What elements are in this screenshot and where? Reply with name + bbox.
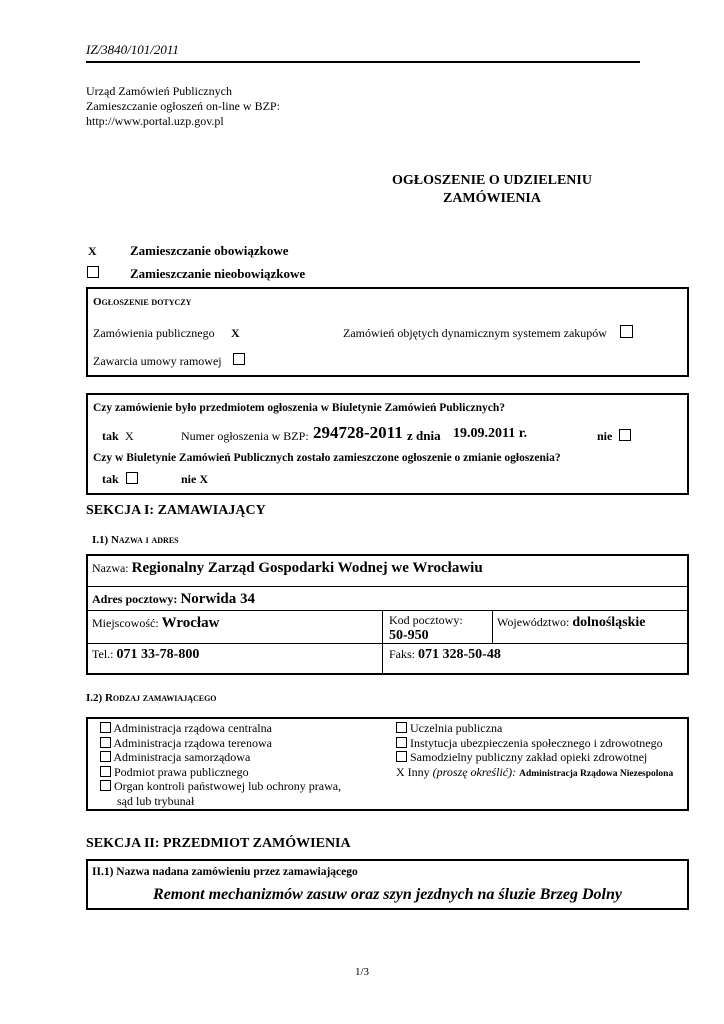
header-rule: [86, 61, 640, 63]
tel-value: 071 33-78-800: [116, 647, 200, 662]
type-left-4: Podmiot prawa publicznego: [100, 765, 341, 780]
name-value: Regionalny Zarząd Gospodarki Wodnej we Wrocławiu: [131, 560, 483, 576]
voivodeship-value: dolnośląskie: [572, 615, 646, 630]
address-row: [92, 591, 255, 608]
type-right-1-checkbox[interactable]: [396, 722, 407, 733]
framework-label: Zawarcia umowy ramowej: [93, 354, 222, 368]
fax-cell: [389, 647, 501, 663]
org-line-1: Urząd Zamówień Publicznych: [86, 84, 232, 98]
bzp-yes-label: tak: [102, 429, 119, 443]
postal-value: 50-950: [389, 628, 429, 643]
type-right-2: Instytucja ubezpieczenia społecznego i zdrowotnego: [396, 736, 673, 751]
authority-types-left: [100, 721, 341, 808]
optional-checkbox[interactable]: [87, 266, 99, 278]
type-left-1: Administracja rządowa centralna: [100, 721, 341, 736]
voivodeship-cell: [497, 615, 646, 631]
fax-value: 071 328-50-48: [418, 647, 501, 662]
city-cell: [92, 615, 219, 632]
public-contract-mark: X: [231, 326, 240, 340]
mandatory-label: Zamieszczanie obowiązkowe: [130, 243, 289, 258]
contract-name: Remont mechanizmów zasuw oraz szyn jezdnych na śluzie Brzeg Dolny: [153, 886, 622, 903]
type-right-1: Uczelnia publiczna: [396, 721, 673, 736]
section-1-title: SEKCJA I: ZAMAWIAJĄCY: [86, 503, 266, 518]
type-other: [396, 765, 673, 782]
type-left-5-checkbox[interactable]: [100, 780, 111, 791]
page-title: [360, 172, 624, 208]
section-2-sub-1: II.1) Nazwa nadana zamówieniu przez zamawiającego: [92, 866, 358, 878]
section-2-title: SEKCJA II: PRZEDMIOT ZAMÓWIENIA: [86, 836, 351, 851]
address-row-divider-2: [86, 610, 689, 611]
bzp-q2-no: nie X: [181, 472, 208, 486]
postal-label: Kod pocztowy:: [389, 613, 463, 627]
other-hint: (proszę określić):: [432, 764, 517, 779]
type-left-3-checkbox[interactable]: [100, 751, 111, 762]
bzp-q2-yes-checkbox[interactable]: [126, 472, 138, 484]
bzp-question-2: Czy w Biuletynie Zamówień Publicznych zostało zamieszczone ogłoszenie o zmianie ogłoszenia?: [93, 452, 561, 464]
section-1-sub-1: I.1) Nazwa i adres: [92, 534, 179, 546]
document-reference: IZ/3840/101/2011: [86, 42, 179, 57]
fax-label: Faks:: [389, 647, 416, 661]
type-left-5-cont: sąd lub trybunał: [117, 793, 195, 808]
bzp-question-1: Czy zamówienie było przedmiotem ogłoszenia w Biuletynie Zamówień Publicznych?: [93, 402, 506, 414]
bzp-date-prefix: z dnia: [407, 428, 441, 443]
type-right-3: Samodzielny publiczny zakład opieki zdrowotnej: [396, 750, 673, 765]
type-left-2: Administracja rządowa terenowa: [100, 736, 341, 751]
other-mark: X Inny: [396, 764, 430, 779]
bzp-no-label: nie: [597, 429, 613, 443]
org-line-2: Zamieszczanie ogłoszeń on-line w BZP:: [86, 99, 280, 113]
address-value: Norwida 34: [180, 591, 256, 607]
dynamic-checkbox[interactable]: [620, 325, 633, 338]
name-label: Nazwa:: [92, 561, 129, 575]
org-line-3: http://www.portal.uzp.gov.pl: [86, 114, 224, 128]
type-left-3: Administracja samorządowa: [100, 750, 341, 765]
public-contract-label: Zamówienia publicznego: [93, 326, 215, 340]
mandatory-mark: X: [88, 244, 97, 258]
title-line-2: ZAMÓWIENIA: [442, 191, 541, 206]
section-1-sub-2: I.2) Rodzaj zamawiającego: [86, 692, 217, 704]
city-value: Wrocław: [161, 615, 220, 631]
address-row-divider-1: [86, 586, 689, 587]
title-line-1: OGŁOSZENIE O UDZIELENIU: [392, 173, 592, 188]
bzp-q2-yes-label: tak: [102, 472, 119, 486]
type-left-5: Organ kontroli państwowej lub ochrony prawa,: [100, 779, 341, 794]
address-col-divider-1: [382, 610, 383, 675]
authority-types-right: [396, 721, 673, 781]
name-row: [92, 560, 483, 577]
page-number: 1/3: [354, 966, 370, 978]
type-right-3-checkbox[interactable]: [396, 751, 407, 762]
other-value: Administracja Rządowa Niezespolona: [519, 768, 674, 779]
address-label: Adres pocztowy:: [92, 592, 178, 606]
type-left-4-checkbox[interactable]: [100, 766, 111, 777]
bzp-number: 294728-2011: [313, 423, 403, 442]
voivodeship-label: Województwo:: [497, 615, 570, 629]
bzp-yes-mark: X: [125, 429, 134, 443]
optional-label: Zamieszczanie nieobowiązkowe: [130, 266, 306, 281]
bzp-date: 19.09.2011 r.: [453, 426, 528, 441]
tel-label: Tel.:: [92, 647, 114, 661]
tel-cell: [92, 647, 199, 663]
type-right-2-checkbox[interactable]: [396, 737, 407, 748]
address-row-divider-3: [86, 643, 689, 644]
type-left-1-checkbox[interactable]: [100, 722, 111, 733]
type-left-2-checkbox[interactable]: [100, 737, 111, 748]
city-label: Miejscowość:: [92, 616, 159, 630]
org-block: [86, 84, 280, 129]
notice-heading: Ogłoszenie dotyczy: [93, 296, 192, 308]
bzp-number-label: Numer ogłoszenia w BZP:: [181, 429, 309, 443]
dynamic-label: Zamówień objętych dynamicznym systemem zakupów: [343, 326, 607, 340]
bzp-no-checkbox[interactable]: [619, 429, 631, 441]
framework-checkbox[interactable]: [233, 353, 245, 365]
address-col-divider-2: [492, 610, 493, 643]
